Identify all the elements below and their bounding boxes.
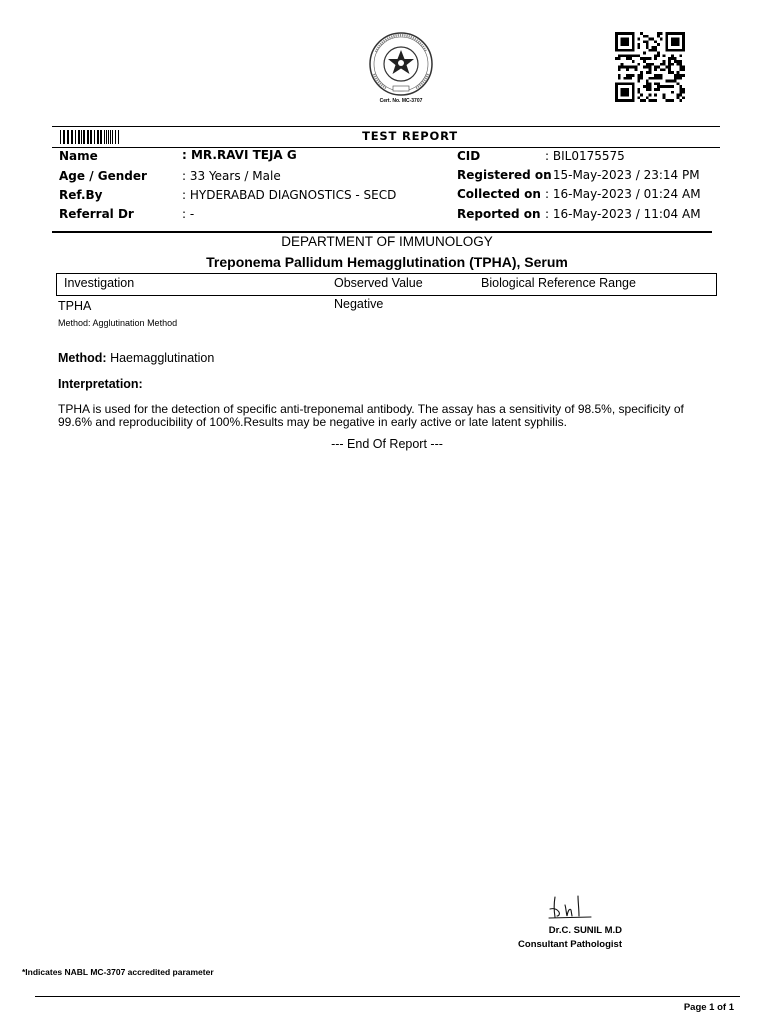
signatory-name: Dr.C. SUNIL M.D xyxy=(548,925,622,936)
ref-by-label: Ref.By xyxy=(59,188,103,202)
name-value: : MR.RAVI TEJA G xyxy=(182,148,297,162)
header-bottom-rule xyxy=(52,231,712,233)
referral-dr-value: : - xyxy=(182,207,195,221)
method-line xyxy=(58,351,214,365)
collected-label: Collected on xyxy=(457,187,541,201)
age-gender-value: : 33 Years / Male xyxy=(182,169,281,183)
column-header-investigation: Investigation xyxy=(64,276,135,290)
page-number: Page 1 of 1 xyxy=(683,1002,734,1013)
age-gender-label: Age / Gender xyxy=(59,169,147,183)
interpretation-heading: Interpretation: xyxy=(58,377,143,391)
interpretation-text: TPHA is used for the detection of specific anti-treponemal antibody. The assay has a sensitivity of 98.5%, specificity of 99.6% and reproducibility of 100%.Results may be negative in early active or late latent syphilis. xyxy=(58,402,684,429)
seal-cert-number: Cert. No. MC-3707 xyxy=(379,98,423,104)
column-header-observed-value: Observed Value xyxy=(334,276,423,290)
result-method-note: Method: Agglutination Method xyxy=(58,318,178,328)
reported-value: : 16-May-2023 / 11:04 AM xyxy=(545,207,701,221)
cid-value: : BIL0175575 xyxy=(545,149,625,163)
header-mid-rule xyxy=(52,147,720,148)
department-heading: DEPARTMENT OF IMMUNOLOGY xyxy=(281,234,493,249)
header-top-rule xyxy=(52,126,720,127)
end-of-report: --- End Of Report --- xyxy=(331,437,443,451)
method-value: Haemagglutination xyxy=(106,351,215,365)
result-investigation: TPHA xyxy=(58,299,92,313)
signatory-title: Consultant Pathologist xyxy=(518,939,622,950)
signature-image xyxy=(545,893,595,921)
footer-rule xyxy=(35,996,740,997)
barcode xyxy=(60,130,120,144)
report-title: TEST REPORT xyxy=(362,129,458,143)
method-label: Method: xyxy=(58,351,107,365)
result-observed-value: Negative xyxy=(334,297,384,311)
registered-label: Registered on xyxy=(457,168,552,182)
seal-emblem-icon xyxy=(362,30,440,98)
cid-label: CID xyxy=(457,149,481,163)
test-name-heading: Treponema Pallidum Hemagglutination (TPHA), Serum xyxy=(206,254,568,270)
qr-code xyxy=(615,32,685,102)
collected-value: : 16-May-2023 / 01:24 AM xyxy=(545,187,701,201)
column-header-reference-range: Biological Reference Range xyxy=(481,276,636,290)
nabl-seal-logo xyxy=(362,30,440,110)
referral-dr-label: Referral Dr xyxy=(59,207,134,221)
ref-by-value: : HYDERABAD DIAGNOSTICS - SECD xyxy=(182,188,397,202)
nabl-footnote: *Indicates NABL MC-3707 accredited parameter xyxy=(22,967,214,977)
signature-icon xyxy=(545,893,595,921)
registered-value: : 15-May-2023 / 23:14 PM xyxy=(545,168,700,182)
reported-label: Reported on xyxy=(457,207,541,221)
name-label: Name xyxy=(59,149,98,163)
